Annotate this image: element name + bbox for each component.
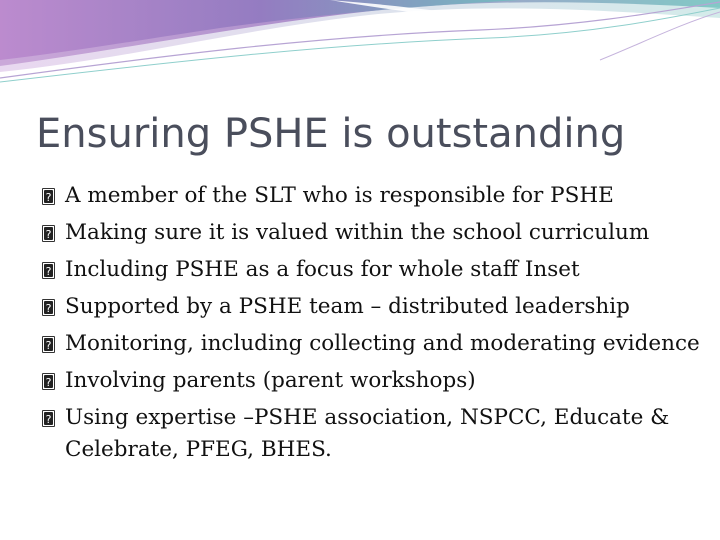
bullet-text: A member of the SLT who is responsible for PSHE — [65, 183, 614, 208]
missing-glyph-box-icon — [42, 188, 55, 205]
bullet-text: Monitoring, including collecting and moderating evidence — [65, 331, 700, 356]
bullet-text: Involving parents (parent workshops) — [65, 368, 476, 393]
list-item — [42, 254, 702, 286]
missing-glyph-box-icon — [42, 262, 55, 279]
missing-glyph-box-icon — [42, 299, 55, 316]
missing-glyph-box-icon — [42, 336, 55, 353]
list-item — [42, 402, 702, 466]
missing-glyph-box-icon — [42, 410, 55, 427]
slide-title: Ensuring PSHE is outstanding — [36, 111, 626, 157]
list-item — [42, 291, 702, 323]
list-item — [42, 365, 702, 397]
bullet-text: Supported by a PSHE team – distributed leadership — [65, 294, 630, 319]
bullet-text: Making sure it is valued within the school curriculum — [65, 220, 650, 245]
missing-glyph-box-icon — [42, 373, 55, 390]
list-item — [42, 180, 702, 212]
missing-glyph-box-icon — [42, 225, 55, 242]
header-wave-decoration — [0, 0, 720, 90]
bullet-text: Including PSHE as a focus for whole staff Inset — [65, 257, 580, 282]
list-item — [42, 328, 702, 360]
bullet-list — [42, 180, 702, 471]
bullet-text: Using expertise –PSHE association, NSPCC, Educate & Celebrate, PFEG, BHES. — [65, 405, 670, 462]
list-item — [42, 217, 702, 249]
